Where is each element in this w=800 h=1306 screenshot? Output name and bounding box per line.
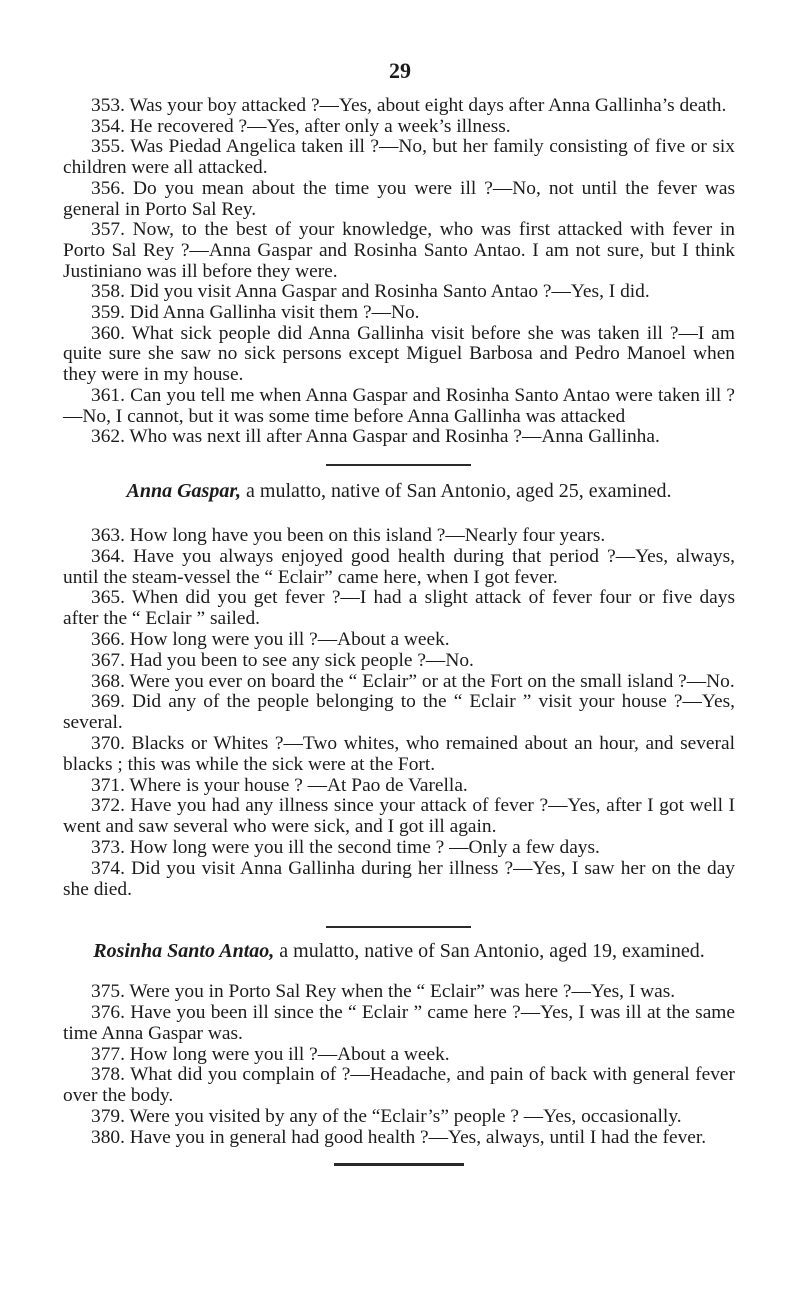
document-body xyxy=(63,96,735,1166)
qa-paragraph: 368. Were you ever on board the “ Eclair” or at the Fort on the small island ?—No. xyxy=(91,670,735,692)
qa-paragraph: 379. Were you visited by any of the “Eclair’s” people ? —Yes, occasionally. xyxy=(91,1106,682,1128)
qa-paragraph: 366. How long were you ill ?—About a week. xyxy=(91,628,450,650)
qa-paragraph: 370. Blacks or Whites ?—Two whites, who remained about an hour, and several blacks ; this was while the sick were at the Fort. xyxy=(63,732,735,775)
qa-paragraph: 361. Can you tell me when Anna Gaspar and Rosinha Santo Antao were taken ill ?—No, I cannot, but it was some time before Anna Gallinha was attacked xyxy=(63,384,735,427)
qa-paragraph: 353. Was your boy attacked ?—Yes, about eight days after Anna Gallinha’s death. xyxy=(91,95,727,116)
section-divider xyxy=(326,926,471,928)
qa-paragraph: 365. When did you get fever ?—I had a slight attack of fever four or five days after the “ Eclair ” sailed. xyxy=(63,587,735,630)
qa-paragraph: 380. Have you in general had good health ?—Yes, always, until I had the fever. xyxy=(91,1126,707,1148)
testimony-section-3 xyxy=(63,940,735,1148)
qa-paragraph: 373. How long were you ill the second time ? —Only a few days. xyxy=(91,836,600,858)
qa-paragraph: 367. Had you been to see any sick people ?—No. xyxy=(91,649,474,671)
qa-paragraph: 362. Who was next ill after Anna Gaspar and Rosinha ?—Anna Gallinha. xyxy=(91,426,660,448)
qa-paragraph: 358. Did you visit Anna Gaspar and Rosinha Santo Antao ?—Yes, I did. xyxy=(91,281,650,303)
witness-description: a mulatto, native of San Antonio, aged 25, examined. xyxy=(241,479,672,502)
qa-paragraph: 356. Do you mean about the time you were ill ?—No, not until the fever was general in Porto Sal Rey. xyxy=(63,177,735,220)
qa-paragraph: 376. Have you been ill since the “ Eclair ” came here ?—Yes, I was ill at the same time Anna Gaspar was. xyxy=(63,1002,735,1044)
testimony-section-2 xyxy=(63,480,735,900)
page-number: 29 xyxy=(389,58,411,83)
qa-paragraph: 372. Have you had any illness since your attack of fever ?—Yes, after I got well I went and saw several who were sick, and I got ill again. xyxy=(63,795,735,838)
witness-heading xyxy=(63,940,735,962)
section-divider xyxy=(326,464,471,466)
witness-name: Rosinha Santo Antao, xyxy=(93,940,275,963)
qa-paragraph: 374. Did you visit Anna Gallinha during her illness ?—Yes, I saw her on the day she died. xyxy=(63,857,735,900)
qa-paragraph: 378. What did you complain of ?—Headache, and pain of back with general fever over the body. xyxy=(63,1064,735,1107)
qa-paragraph: 369. Did any of the people belonging to the “ Eclair ” visit your house ?—Yes, several. xyxy=(63,691,735,734)
qa-paragraph: 355. Was Piedad Angelica taken ill ?—No, but her family consisting of five or six children were all attacked. xyxy=(63,136,735,179)
qa-paragraph: 359. Did Anna Gallinha visit them ?—No. xyxy=(91,302,420,324)
qa-paragraph: 363. How long have you been on this island ?—Nearly four years. xyxy=(91,524,606,546)
testimony-section-1 xyxy=(63,96,735,448)
qa-paragraph: 360. What sick people did Anna Gallinha visit before she was taken ill ?—I am quite sure she saw no sick persons except Miguel Barbosa and Pedro Manoel when they were in my house. xyxy=(63,322,735,386)
qa-paragraph: 357. Now, to the best of your knowledge, who was first attacked with fever in Porto Sal Rey ?—Anna Gaspar and Rosinha Santo Antao. I am not sure, but I think Justiniano was ill before they were. xyxy=(63,219,735,282)
qa-paragraph: 375. Were you in Porto Sal Rey when the “ Eclair” was here ?—Yes, I was. xyxy=(91,981,676,1003)
witness-description: a mulatto, native of San Antonio, aged 19, examined. xyxy=(274,940,705,963)
qa-paragraph: 364. Have you always enjoyed good health during that period ?—Yes, always, until the steam-vessel the “ Eclair” came here, when I got fever. xyxy=(63,545,735,588)
qa-paragraph: 377. How long were you ill ?—About a week. xyxy=(91,1043,450,1065)
end-rule xyxy=(334,1163,464,1166)
witness-name: Anna Gaspar, xyxy=(126,479,242,502)
qa-paragraph: 371. Where is your house ? —At Pao de Varella. xyxy=(91,774,468,796)
qa-paragraph: 354. He recovered ?—Yes, after only a week’s illness. xyxy=(91,115,511,137)
witness-heading xyxy=(63,480,735,502)
